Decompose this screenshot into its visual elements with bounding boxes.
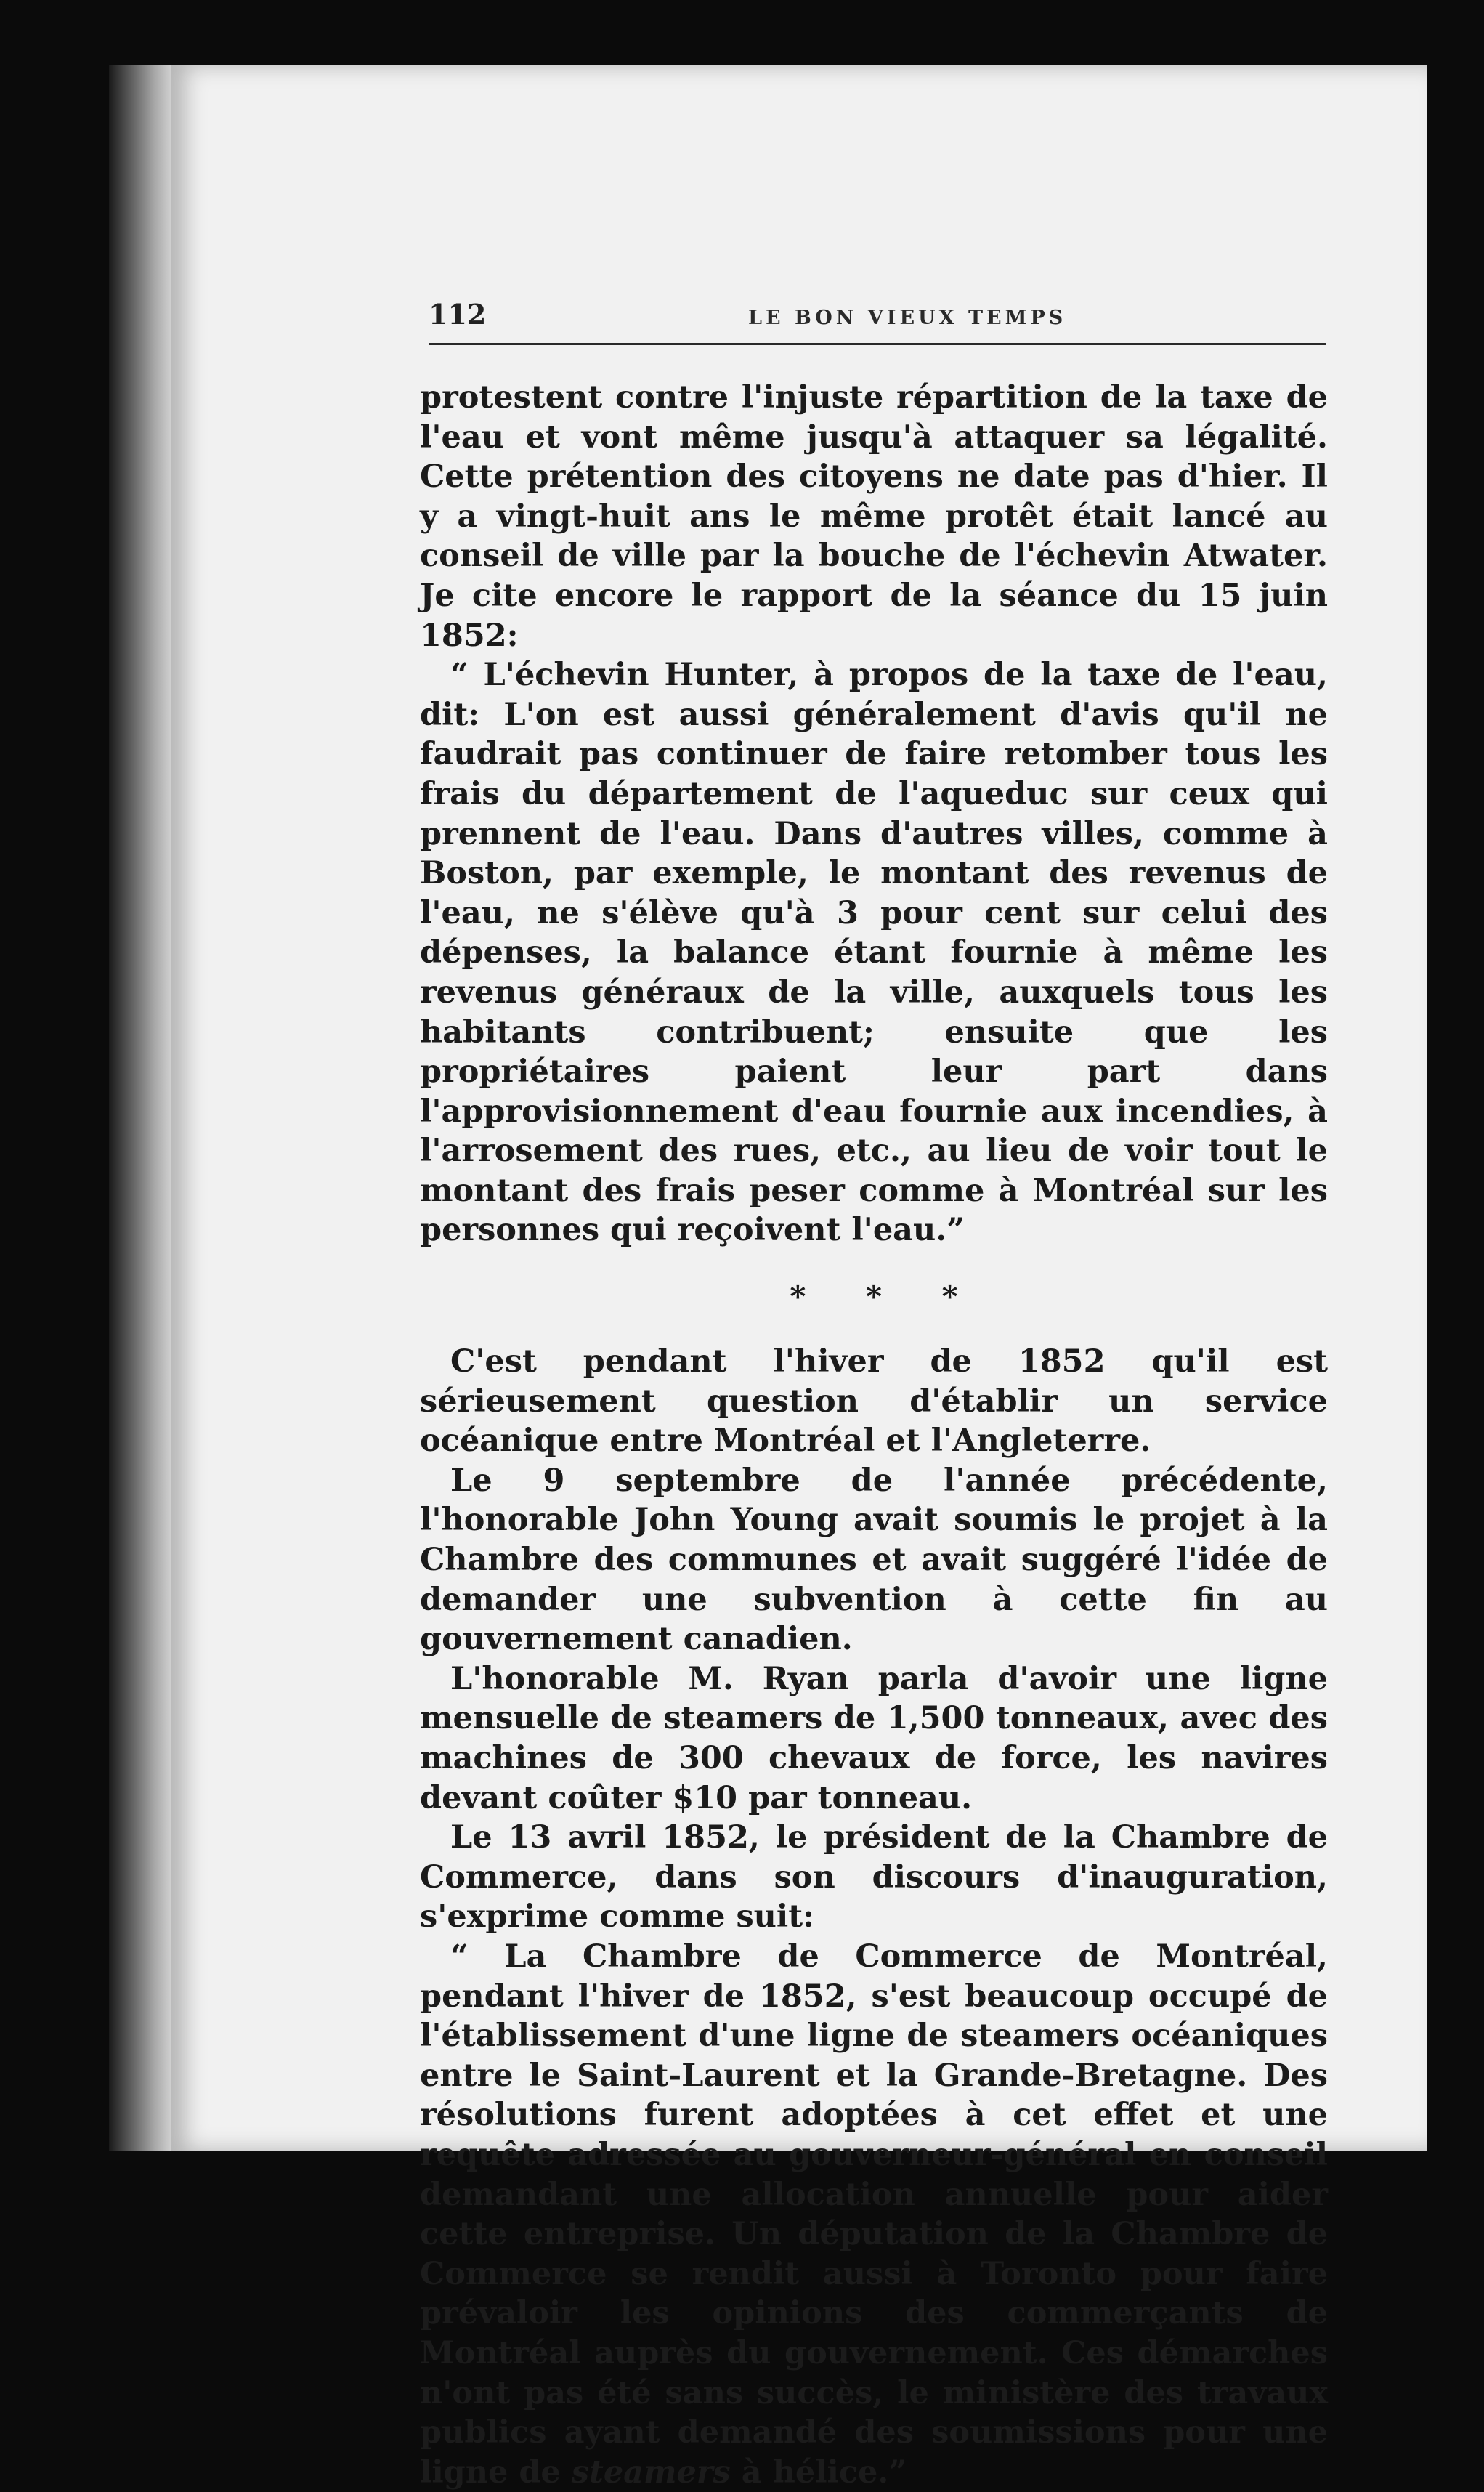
paragraph: protestent contre l'injuste répartition de la taxe de l'eau et vont même jusqu'à attaquer sa légalité. Cette prétention des citoyens ne date pas d'hier. Il y a vingt-huit ans le même protêt était lancé au conseil de ville par la bouche de l'échevin Atwater. Je cite encore le rapport de la séance du 15 juin 1852:	[420, 379, 1328, 654]
paragraph: Le 9 septembre de l'année précédente, l'honorable John Young avait soumis le projet à la Chambre des communes et avait suggéré l'idée de demander une subvention à cette fin au gouvernement canadien.	[420, 1462, 1328, 1658]
paragraph: C'est pendant l'hiver de 1852 qu'il est sérieusement question d'établir un service océanique entre Montréal et l'Angleterre.	[420, 1343, 1328, 1460]
quotation-paragraph	[420, 1937, 1328, 2492]
page-header	[429, 292, 1326, 345]
quotation-end: à hélice.”	[741, 2453, 907, 2491]
quotation-text: “ La Chambre de Commerce de Montréal, pendant l'hiver de 1852, s'est beaucoup occupé de l'établissement d'une ligne de steamers océaniques entre le Saint-Laurent et la Grande-Bretagne. Des résolutions furent adoptées à cet effet et une requête adressée au gouverneur-général en conseil demandant une allocation annuelle pour aider cette entreprise. Un députation de la Chambre de Commerce se rendit aussi à Toronto pour faire prévaloir les opinions des commerçants de Montréal auprès du gouvernement. Ces démarches n'ont pas été sans succès, le ministère des travaux publics ayant demandé des soumissions pour une ligne de	[420, 1938, 1328, 2491]
section-separator: * * *	[790, 1279, 983, 1315]
running-title: LE BON VIEUX TEMPS	[748, 307, 1067, 329]
body-text	[420, 378, 1328, 2492]
paragraph: Le 13 avril 1852, le président de la Chambre de Commerce, dans son discours d'inauguration, s'exprime comme suit:	[420, 1819, 1328, 1935]
book-spine-shadow	[109, 65, 174, 2151]
page-number: 112	[429, 298, 487, 331]
quotation-paragraph: “ L'échevin Hunter, à propos de la taxe de l'eau, dit: L'on est aussi généralement d'avis qu'il ne faudrait pas continuer de faire retomber tous les frais du département de l'aqueduc sur ceux qui prennent de l'eau. Dans d'autres villes, comme à Boston, par exemple, le montant des revenus de l'eau, ne s'élève qu'à 3 pour cent sur celui des dépenses, la balance étant fournie à même les revenus généraux de la ville, auxquels tous les habitants contribuent; ensuite que les propriétaires paient leur part dans l'approvisionnement d'eau fournie aux incendies, à l'arrosement des rues, etc., au lieu de voir tout le montant des frais peser comme à Montréal sur les personnes qui reçoivent l'eau.”	[420, 657, 1328, 1249]
italic-word: steamers	[571, 2453, 731, 2491]
paragraph: L'honorable M. Ryan parla d'avoir une ligne mensuelle de steamers de 1,500 tonneaux, avec des machines de 300 chevaux de force, les navires devant coûter $10 par tonneau.	[420, 1660, 1328, 1816]
